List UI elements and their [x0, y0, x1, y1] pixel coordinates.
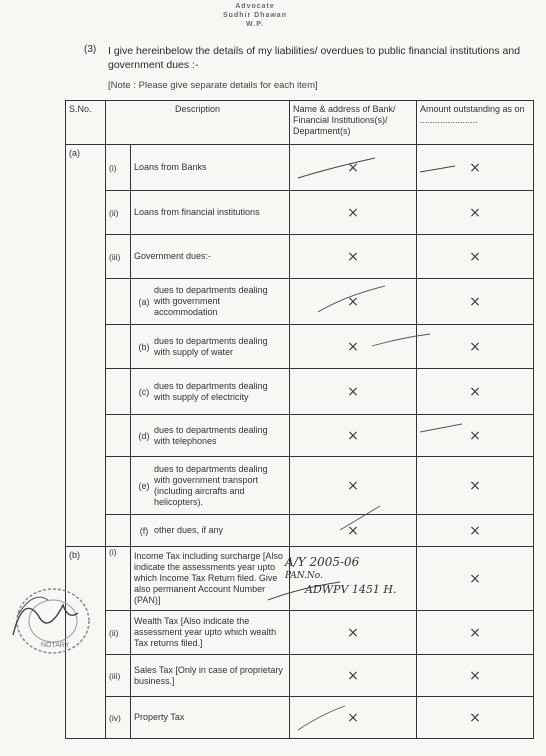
row-roman-numeral: [106, 457, 131, 515]
bank-cell: [290, 655, 417, 697]
amount-cell: [417, 191, 534, 235]
amount-cell: [417, 415, 534, 457]
bank-cell: [290, 279, 417, 325]
cross-mark: ×: [347, 293, 359, 310]
table-row: [66, 457, 534, 515]
header-amount: Amount outstanding as on .......................: [417, 101, 534, 145]
cross-mark: ×: [469, 248, 481, 265]
row-description: dues to departments dealing with supply of water: [154, 335, 268, 357]
row-roman-numeral: (iii): [106, 655, 131, 697]
bank-cell: [290, 191, 417, 235]
amount-cell: [417, 655, 534, 697]
table-row: [66, 369, 534, 415]
bank-cell: [290, 457, 417, 515]
bank-cell: [290, 235, 417, 279]
cross-mark: ×: [347, 159, 359, 176]
table-row: [66, 655, 534, 697]
row-description: Wealth Tax [Also indicate the assessment year upto which wealth Tax returns filed.]: [134, 616, 277, 648]
table-row: [66, 515, 534, 547]
table-row: [66, 235, 534, 279]
table-row: [66, 325, 534, 369]
row-letter: (d): [138, 430, 150, 441]
row-description: dues to departments dealing with government accommodation: [154, 285, 268, 317]
bank-cell: [290, 611, 417, 655]
cross-mark: ×: [347, 383, 359, 400]
cross-mark: ×: [469, 667, 481, 684]
header-stamp: Advocate Sudhir Dhawan W.P.: [223, 3, 287, 28]
row-roman-numeral: [106, 279, 131, 325]
cross-mark: ×: [469, 709, 481, 726]
row-roman-numeral: [106, 415, 131, 457]
row-sno: (a): [66, 145, 106, 547]
cross-mark: ×: [469, 293, 481, 310]
cross-mark: ×: [469, 477, 481, 494]
table-row: [66, 145, 534, 191]
row-description: dues to departments dealing with government transport (including aircrafts and helicopters).: [154, 463, 268, 507]
amount-cell: [417, 547, 534, 611]
cross-mark: ×: [469, 522, 481, 539]
row-description: Income Tax including surcharge [Also indicate the assessments year upto which Income Tax Return filed. Give also permanent Account Number (PAN)]: [134, 551, 283, 605]
row-letter: (f): [139, 525, 149, 536]
row-roman-numeral: [106, 325, 131, 369]
table-row: [66, 697, 534, 739]
row-sno: (b): [66, 547, 106, 739]
cross-mark: ×: [469, 427, 481, 444]
row-roman-numeral: (ii): [106, 191, 131, 235]
cross-mark: ×: [469, 204, 481, 221]
clause-note: [Note : Please give separate details for each item]: [108, 80, 318, 91]
cross-mark: ×: [347, 204, 359, 221]
row-letter: (a): [138, 296, 150, 307]
bank-cell: [290, 415, 417, 457]
clause-number: (3): [84, 44, 97, 55]
cross-mark: ×: [347, 667, 359, 684]
header-sno: S.No.: [66, 101, 106, 145]
row-description: Sales Tax [Only in case of proprietary business.]: [134, 664, 283, 686]
bank-cell: [290, 369, 417, 415]
cross-mark: ×: [469, 570, 481, 587]
cross-mark: ×: [347, 248, 359, 265]
cross-mark: ×: [469, 159, 481, 176]
row-roman-numeral: (i): [106, 145, 131, 191]
row-description: dues to departments dealing with telephones: [154, 424, 268, 446]
amount-cell: [417, 145, 534, 191]
amount-cell: [417, 611, 534, 655]
cross-mark: ×: [347, 624, 359, 641]
table-row: [66, 415, 534, 457]
row-description: dues to departments dealing with supply of electricity: [154, 380, 268, 402]
clause-text: I give hereinbelow the details of my liabilities/ overdues to public financial institutions and government dues :-: [108, 45, 521, 71]
bank-cell: [290, 325, 417, 369]
table-row: [66, 611, 534, 655]
amount-cell: [417, 697, 534, 739]
amount-cell: [417, 369, 534, 415]
row-roman-numeral: [106, 515, 131, 547]
seal-label: NOTARY: [41, 642, 70, 649]
cross-mark: ×: [347, 709, 359, 726]
amount-cell: [417, 325, 534, 369]
cross-mark: ×: [469, 383, 481, 400]
cross-mark: ×: [469, 624, 481, 641]
row-roman-numeral: (ii): [106, 611, 131, 655]
row-letter: (b): [138, 341, 150, 352]
row-roman-numeral: (iii): [106, 235, 131, 279]
header-bank: Name & address of Bank/ Financial Institutions(s)/ Department(s): [290, 101, 417, 145]
row-roman-numeral: (i): [106, 547, 131, 611]
cross-mark: ×: [347, 522, 359, 539]
row-letter: (c): [138, 386, 150, 397]
row-description: other dues, if any: [154, 525, 224, 535]
header-description: Description: [106, 101, 290, 145]
bank-cell: [290, 145, 417, 191]
row-description: Loans from Banks: [134, 162, 207, 172]
table-row: [66, 279, 534, 325]
row-letter: (e): [138, 480, 150, 491]
liabilities-table: [65, 100, 534, 739]
row-description: Loans from financial institutions: [134, 207, 260, 217]
amount-cell: [417, 457, 534, 515]
row-roman-numeral: [106, 369, 131, 415]
table-row: [66, 191, 534, 235]
notary-seal: [8, 585, 90, 655]
cross-mark: ×: [469, 338, 481, 355]
handwritten-pan-note: A/Y 2005-06 PAN.No. ADWPV 1451 H.: [285, 555, 397, 596]
amount-cell: [417, 515, 534, 547]
cross-mark: ×: [347, 427, 359, 444]
row-roman-numeral: (iv): [106, 697, 131, 739]
bank-cell: [290, 515, 417, 547]
cross-mark: ×: [347, 338, 359, 355]
row-description: Government dues:-: [134, 251, 212, 261]
amount-cell: [417, 279, 534, 325]
bank-cell: [290, 697, 417, 739]
cross-mark: ×: [347, 477, 359, 494]
row-description: Property Tax: [134, 712, 185, 722]
amount-cell: [417, 235, 534, 279]
